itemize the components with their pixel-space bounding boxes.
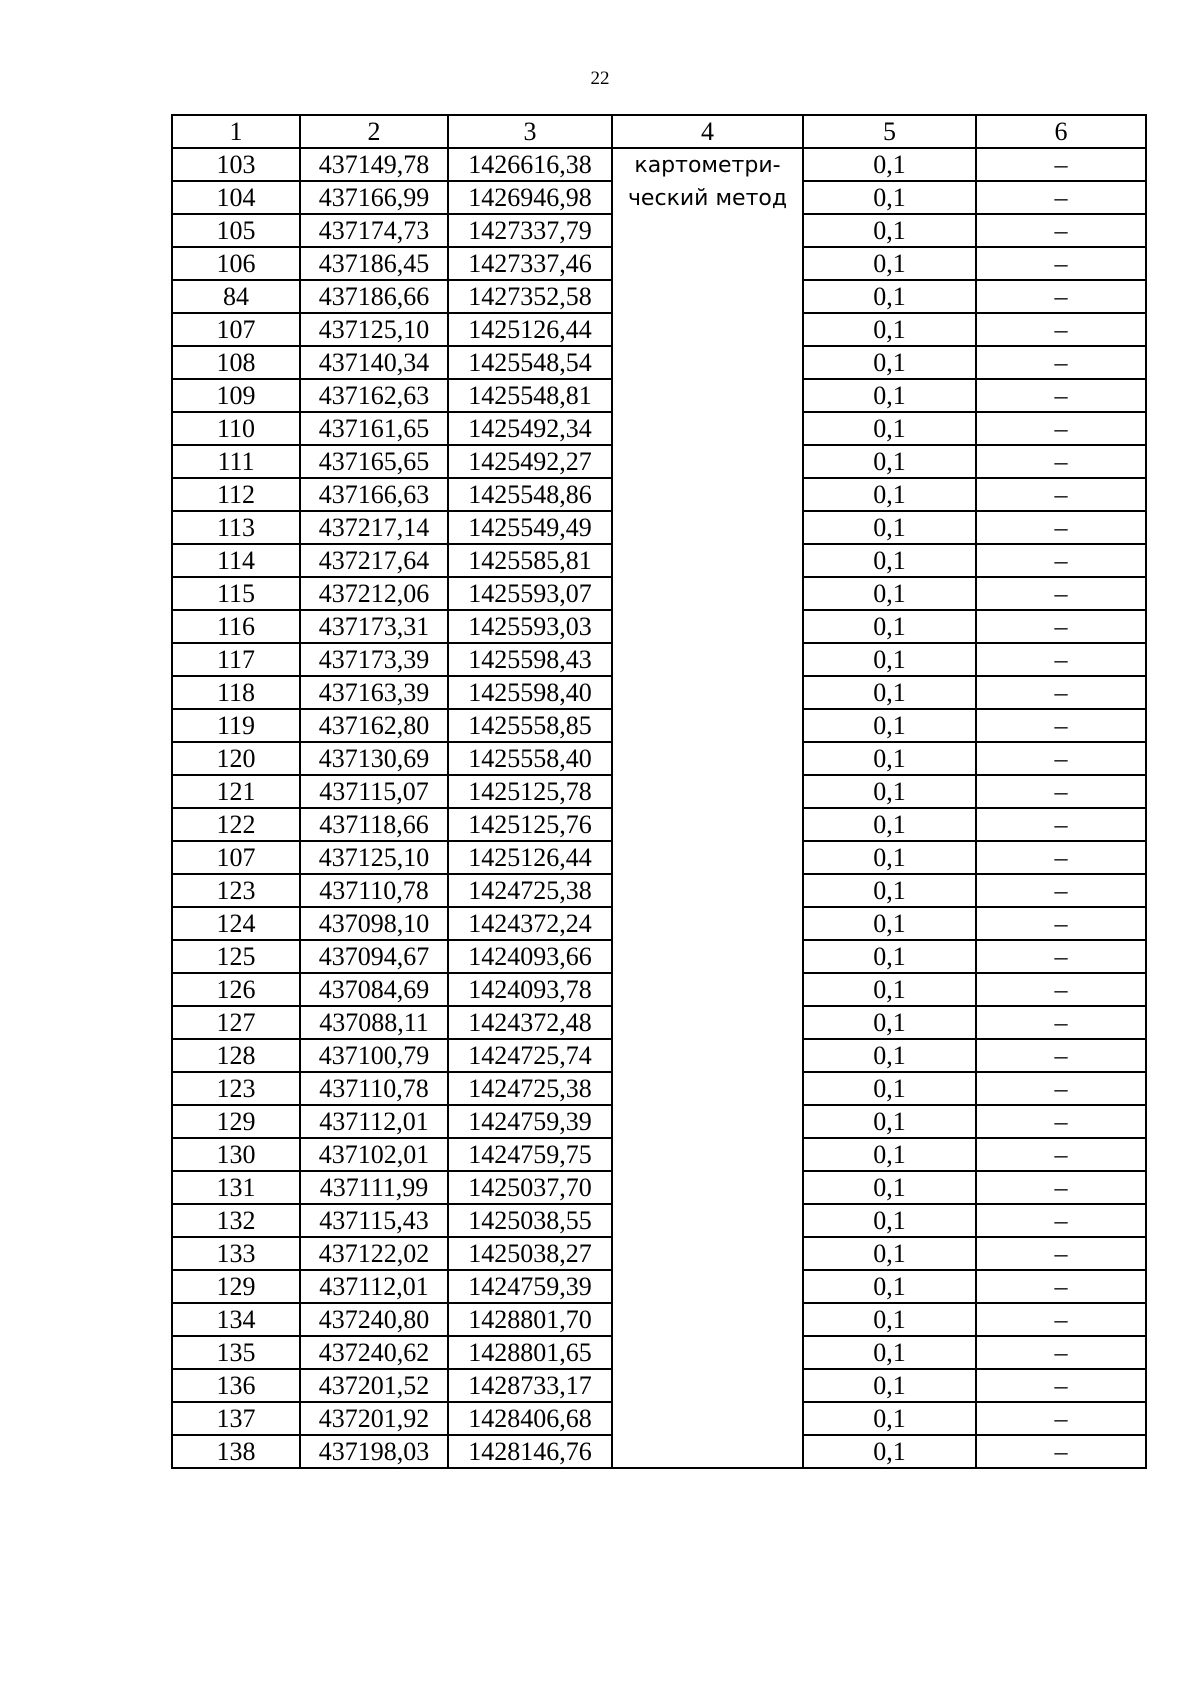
y-coordinate: 1425492,34 (448, 412, 612, 445)
y-coordinate: 1425492,27 (448, 445, 612, 478)
x-coordinate: 437098,10 (300, 907, 448, 940)
x-coordinate: 437094,67 (300, 940, 448, 973)
y-coordinate: 1426946,98 (448, 181, 612, 214)
x-coordinate: 437163,39 (300, 676, 448, 709)
accuracy-value: 0,1 (803, 379, 976, 412)
y-coordinate: 1428406,68 (448, 1402, 612, 1435)
point-number: 133 (172, 1237, 300, 1270)
coordinates-table (171, 114, 1147, 1469)
point-description: – (976, 742, 1146, 775)
point-description: – (976, 973, 1146, 1006)
x-coordinate: 437115,07 (300, 775, 448, 808)
accuracy-value: 0,1 (803, 1303, 976, 1336)
point-description: – (976, 1006, 1146, 1039)
point-number: 114 (172, 544, 300, 577)
x-coordinate: 437162,80 (300, 709, 448, 742)
y-coordinate: 1428733,17 (448, 1369, 612, 1402)
x-coordinate: 437212,06 (300, 577, 448, 610)
accuracy-value: 0,1 (803, 1237, 976, 1270)
point-description: – (976, 874, 1146, 907)
y-coordinate: 1424093,66 (448, 940, 612, 973)
x-coordinate: 437240,62 (300, 1336, 448, 1369)
point-number: 126 (172, 973, 300, 1006)
method-cell (612, 148, 803, 1468)
point-number: 103 (172, 148, 300, 181)
x-coordinate: 437122,02 (300, 1237, 448, 1270)
table-body (172, 148, 1146, 1468)
point-description: – (976, 676, 1146, 709)
y-coordinate: 1424372,48 (448, 1006, 612, 1039)
x-coordinate: 437102,01 (300, 1138, 448, 1171)
x-coordinate: 437201,52 (300, 1369, 448, 1402)
point-description: – (976, 1204, 1146, 1237)
x-coordinate: 437161,65 (300, 412, 448, 445)
point-description: – (976, 412, 1146, 445)
x-coordinate: 437173,31 (300, 610, 448, 643)
y-coordinate: 1425548,86 (448, 478, 612, 511)
x-coordinate: 437240,80 (300, 1303, 448, 1336)
accuracy-value: 0,1 (803, 544, 976, 577)
point-description: – (976, 1171, 1146, 1204)
accuracy-value: 0,1 (803, 940, 976, 973)
x-coordinate: 437111,99 (300, 1171, 448, 1204)
accuracy-value: 0,1 (803, 247, 976, 280)
point-number: 104 (172, 181, 300, 214)
point-description: – (976, 1336, 1146, 1369)
y-coordinate: 1425038,55 (448, 1204, 612, 1237)
accuracy-value: 0,1 (803, 1204, 976, 1237)
table-header-row (172, 115, 1146, 148)
accuracy-value: 0,1 (803, 1105, 976, 1138)
point-number: 123 (172, 874, 300, 907)
x-coordinate: 437166,99 (300, 181, 448, 214)
y-coordinate: 1425549,49 (448, 511, 612, 544)
x-coordinate: 437110,78 (300, 874, 448, 907)
point-description: – (976, 940, 1146, 973)
y-coordinate: 1425037,70 (448, 1171, 612, 1204)
accuracy-value: 0,1 (803, 808, 976, 841)
header-cell-6: 6 (976, 115, 1146, 148)
point-description: – (976, 214, 1146, 247)
accuracy-value: 0,1 (803, 1435, 976, 1468)
table-row (172, 148, 1146, 181)
point-number: 138 (172, 1435, 300, 1468)
point-description: – (976, 346, 1146, 379)
x-coordinate: 437174,73 (300, 214, 448, 247)
point-number: 127 (172, 1006, 300, 1039)
accuracy-value: 0,1 (803, 148, 976, 181)
x-coordinate: 437140,34 (300, 346, 448, 379)
x-coordinate: 437084,69 (300, 973, 448, 1006)
accuracy-value: 0,1 (803, 346, 976, 379)
x-coordinate: 437125,10 (300, 313, 448, 346)
point-description: – (976, 808, 1146, 841)
header-cell-1: 1 (172, 115, 300, 148)
x-coordinate: 437149,78 (300, 148, 448, 181)
y-coordinate: 1425548,54 (448, 346, 612, 379)
x-coordinate: 437130,69 (300, 742, 448, 775)
header-cell-3: 3 (448, 115, 612, 148)
point-description: – (976, 1270, 1146, 1303)
accuracy-value: 0,1 (803, 643, 976, 676)
point-description: – (976, 148, 1146, 181)
point-description: – (976, 478, 1146, 511)
y-coordinate: 1425558,40 (448, 742, 612, 775)
header-cell-4: 4 (612, 115, 803, 148)
point-description: – (976, 907, 1146, 940)
y-coordinate: 1427337,46 (448, 247, 612, 280)
point-number: 111 (172, 445, 300, 478)
y-coordinate: 1425548,81 (448, 379, 612, 412)
page-number: 22 (590, 68, 610, 89)
x-coordinate: 437115,43 (300, 1204, 448, 1237)
point-number: 110 (172, 412, 300, 445)
point-number: 130 (172, 1138, 300, 1171)
point-number: 125 (172, 940, 300, 973)
accuracy-value: 0,1 (803, 742, 976, 775)
x-coordinate: 437165,65 (300, 445, 448, 478)
accuracy-value: 0,1 (803, 907, 976, 940)
accuracy-value: 0,1 (803, 874, 976, 907)
point-number: 109 (172, 379, 300, 412)
point-number: 128 (172, 1039, 300, 1072)
point-number: 129 (172, 1105, 300, 1138)
x-coordinate: 437186,45 (300, 247, 448, 280)
point-description: – (976, 1138, 1146, 1171)
point-number: 120 (172, 742, 300, 775)
accuracy-value: 0,1 (803, 709, 976, 742)
accuracy-value: 0,1 (803, 973, 976, 1006)
x-coordinate: 437162,63 (300, 379, 448, 412)
accuracy-value: 0,1 (803, 280, 976, 313)
accuracy-value: 0,1 (803, 478, 976, 511)
accuracy-value: 0,1 (803, 577, 976, 610)
y-coordinate: 1425126,44 (448, 841, 612, 874)
accuracy-value: 0,1 (803, 1171, 976, 1204)
accuracy-value: 0,1 (803, 445, 976, 478)
y-coordinate: 1424725,38 (448, 874, 612, 907)
point-number: 131 (172, 1171, 300, 1204)
point-description: – (976, 280, 1146, 313)
point-description: – (976, 1072, 1146, 1105)
point-description: – (976, 610, 1146, 643)
y-coordinate: 1425593,07 (448, 577, 612, 610)
y-coordinate: 1426616,38 (448, 148, 612, 181)
point-number: 108 (172, 346, 300, 379)
y-coordinate: 1424372,24 (448, 907, 612, 940)
header-cell-5: 5 (803, 115, 976, 148)
method-line: ческий метод (627, 186, 788, 211)
point-number: 134 (172, 1303, 300, 1336)
y-coordinate: 1424725,38 (448, 1072, 612, 1105)
point-number: 137 (172, 1402, 300, 1435)
point-description: – (976, 1105, 1146, 1138)
point-number: 124 (172, 907, 300, 940)
y-coordinate: 1428801,65 (448, 1336, 612, 1369)
accuracy-value: 0,1 (803, 181, 976, 214)
x-coordinate: 437198,03 (300, 1435, 448, 1468)
x-coordinate: 437125,10 (300, 841, 448, 874)
y-coordinate: 1427337,79 (448, 214, 612, 247)
accuracy-value: 0,1 (803, 1369, 976, 1402)
y-coordinate: 1425126,44 (448, 313, 612, 346)
header-cell-2: 2 (300, 115, 448, 148)
y-coordinate: 1425125,76 (448, 808, 612, 841)
point-description: – (976, 544, 1146, 577)
accuracy-value: 0,1 (803, 1006, 976, 1039)
y-coordinate: 1425038,27 (448, 1237, 612, 1270)
accuracy-value: 0,1 (803, 313, 976, 346)
y-coordinate: 1424759,75 (448, 1138, 612, 1171)
point-number: 119 (172, 709, 300, 742)
point-number: 107 (172, 313, 300, 346)
x-coordinate: 437173,39 (300, 643, 448, 676)
point-description: – (976, 643, 1146, 676)
accuracy-value: 0,1 (803, 676, 976, 709)
point-number: 132 (172, 1204, 300, 1237)
y-coordinate: 1428801,70 (448, 1303, 612, 1336)
point-number: 122 (172, 808, 300, 841)
y-coordinate: 1424093,78 (448, 973, 612, 1006)
x-coordinate: 437166,63 (300, 478, 448, 511)
point-number: 107 (172, 841, 300, 874)
point-number: 105 (172, 214, 300, 247)
x-coordinate: 437217,14 (300, 511, 448, 544)
accuracy-value: 0,1 (803, 214, 976, 247)
method-line: картометри- (634, 153, 781, 178)
accuracy-value: 0,1 (803, 1072, 976, 1105)
accuracy-value: 0,1 (803, 610, 976, 643)
point-number: 135 (172, 1336, 300, 1369)
x-coordinate: 437217,64 (300, 544, 448, 577)
point-number: 116 (172, 610, 300, 643)
point-description: – (976, 247, 1146, 280)
y-coordinate: 1428146,76 (448, 1435, 612, 1468)
point-number: 117 (172, 643, 300, 676)
point-number: 84 (172, 280, 300, 313)
point-description: – (976, 1435, 1146, 1468)
accuracy-value: 0,1 (803, 775, 976, 808)
point-description: – (976, 1369, 1146, 1402)
point-number: 129 (172, 1270, 300, 1303)
x-coordinate: 437110,78 (300, 1072, 448, 1105)
accuracy-value: 0,1 (803, 1336, 976, 1369)
point-description: – (976, 181, 1146, 214)
point-description: – (976, 313, 1146, 346)
accuracy-value: 0,1 (803, 1270, 976, 1303)
x-coordinate: 437112,01 (300, 1270, 448, 1303)
point-description: – (976, 841, 1146, 874)
point-description: – (976, 1237, 1146, 1270)
accuracy-value: 0,1 (803, 1402, 976, 1435)
point-number: 123 (172, 1072, 300, 1105)
point-description: – (976, 511, 1146, 544)
point-number: 113 (172, 511, 300, 544)
y-coordinate: 1425598,40 (448, 676, 612, 709)
point-description: – (976, 1039, 1146, 1072)
y-coordinate: 1424759,39 (448, 1105, 612, 1138)
x-coordinate: 437186,66 (300, 280, 448, 313)
point-number: 112 (172, 478, 300, 511)
x-coordinate: 437100,79 (300, 1039, 448, 1072)
point-description: – (976, 379, 1146, 412)
y-coordinate: 1425593,03 (448, 610, 612, 643)
point-number: 121 (172, 775, 300, 808)
point-description: – (976, 445, 1146, 478)
point-number: 106 (172, 247, 300, 280)
accuracy-value: 0,1 (803, 511, 976, 544)
x-coordinate: 437112,01 (300, 1105, 448, 1138)
y-coordinate: 1425125,78 (448, 775, 612, 808)
accuracy-value: 0,1 (803, 841, 976, 874)
point-number: 115 (172, 577, 300, 610)
y-coordinate: 1425598,43 (448, 643, 612, 676)
point-number: 136 (172, 1369, 300, 1402)
y-coordinate: 1425585,81 (448, 544, 612, 577)
point-description: – (976, 775, 1146, 808)
point-description: – (976, 1402, 1146, 1435)
x-coordinate: 437201,92 (300, 1402, 448, 1435)
point-description: – (976, 709, 1146, 742)
y-coordinate: 1427352,58 (448, 280, 612, 313)
point-description: – (976, 1303, 1146, 1336)
accuracy-value: 0,1 (803, 412, 976, 445)
accuracy-value: 0,1 (803, 1138, 976, 1171)
y-coordinate: 1424725,74 (448, 1039, 612, 1072)
y-coordinate: 1425558,85 (448, 709, 612, 742)
y-coordinate: 1424759,39 (448, 1270, 612, 1303)
x-coordinate: 437088,11 (300, 1006, 448, 1039)
point-description: – (976, 577, 1146, 610)
accuracy-value: 0,1 (803, 1039, 976, 1072)
x-coordinate: 437118,66 (300, 808, 448, 841)
point-number: 118 (172, 676, 300, 709)
